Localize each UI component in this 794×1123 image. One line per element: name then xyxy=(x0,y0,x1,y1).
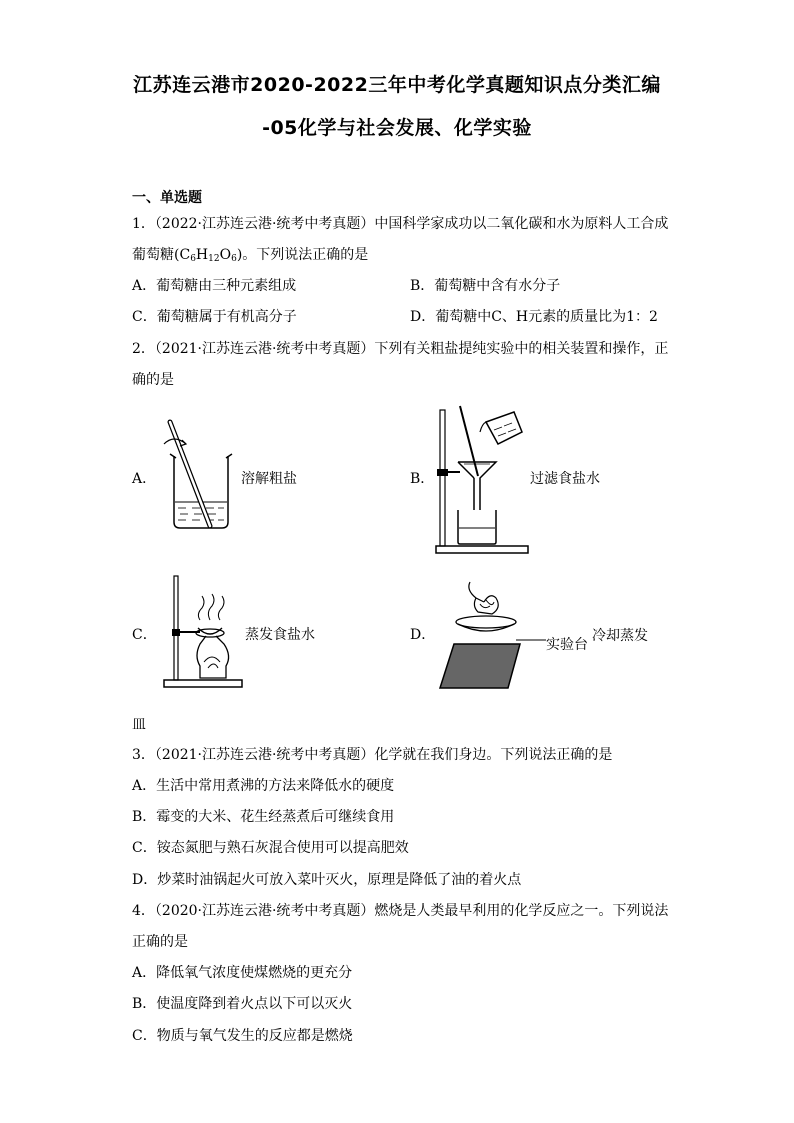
q2-stem-line2: 确的是 xyxy=(132,372,174,388)
filtration-apparatus-icon xyxy=(432,402,542,555)
q1-option-c[interactable]: C．葡萄糖属于有机高分子 xyxy=(132,309,297,325)
q3-option-b[interactable]: B．霉变的大米、花生经蒸煮后可继续食用 xyxy=(132,809,395,825)
q4-stem-line1: 4．（2020·江苏连云港·统考中考真题）燃烧是人类最早利用的化学反应之一。下列说法 xyxy=(132,903,669,919)
q2-option-a-letter[interactable]: A． xyxy=(132,471,157,487)
q3-option-c[interactable]: C．铵态氮肥与熟石灰混合使用可以提高肥效 xyxy=(132,840,409,856)
q1-stem-line2: 葡萄糖$(C_6H_{12}O_6)$。下列说法正确的是 xyxy=(132,247,369,264)
q2-option-b-label: 过滤食盐水 xyxy=(530,471,600,487)
q4-stem-line2: 正确的是 xyxy=(132,934,188,950)
q2-option-b-letter[interactable]: B． xyxy=(410,471,435,487)
evaporating-dish-on-bench-icon xyxy=(436,578,546,692)
q2-option-c-letter[interactable]: C． xyxy=(132,627,157,643)
q4-option-b[interactable]: B．使温度降到着火点以下可以灭火 xyxy=(132,996,353,1012)
q1-option-d[interactable]: D．葡萄糖中C、H元素的质量比为1：2 xyxy=(410,309,658,325)
page-title-line2: -05化学与社会发展、化学实验 xyxy=(262,117,532,139)
q2-option-c-label: 蒸发食盐水 xyxy=(245,627,315,643)
q2-trailing-char: 皿 xyxy=(132,717,146,733)
section-heading: 一、单选题 xyxy=(132,190,202,206)
q3-option-d[interactable]: D．炒菜时油锅起火可放入菜叶灭火，原理是降低了油的着火点 xyxy=(132,872,522,888)
q4-option-c[interactable]: C．物质与氧气发生的反应都是燃烧 xyxy=(132,1028,353,1044)
q3-option-a[interactable]: A．生活中常用煮沸的方法来降低水的硬度 xyxy=(132,778,395,794)
q2-stem-line1: 2．（2021·江苏连云港·统考中考真题）下列有关粗盐提纯实验中的相关装置和操作，正 xyxy=(132,341,669,357)
q2-option-d-label: 冷却蒸发 xyxy=(592,628,648,644)
q2-option-d-letter[interactable]: D． xyxy=(410,627,436,643)
page-title-line1: 江苏连云港市2020-2022三年中考化学真题知识点分类汇编 xyxy=(133,74,661,96)
q2-option-a-label: 溶解粗盐 xyxy=(241,471,297,487)
evaporation-apparatus-icon xyxy=(160,572,246,690)
beaker-stirring-rod-icon xyxy=(160,418,240,533)
q2-option-d-callout: 实验台 xyxy=(546,637,588,653)
q1-stem-line1: 1．（2022·江苏连云港·统考中考真题）中国科学家成功以二氧化碳和水为原料人工合成 xyxy=(132,216,669,232)
q1-option-a[interactable]: A．葡萄糖由三种元素组成 xyxy=(132,278,297,294)
q4-option-a[interactable]: A．降低氧气浓度使煤燃烧的更充分 xyxy=(132,965,353,981)
q1-option-b[interactable]: B．葡萄糖中含有水分子 xyxy=(410,278,561,294)
q3-stem: 3．（2021·江苏连云港·统考中考真题）化学就在我们身边。下列说法正确的是 xyxy=(132,747,613,763)
